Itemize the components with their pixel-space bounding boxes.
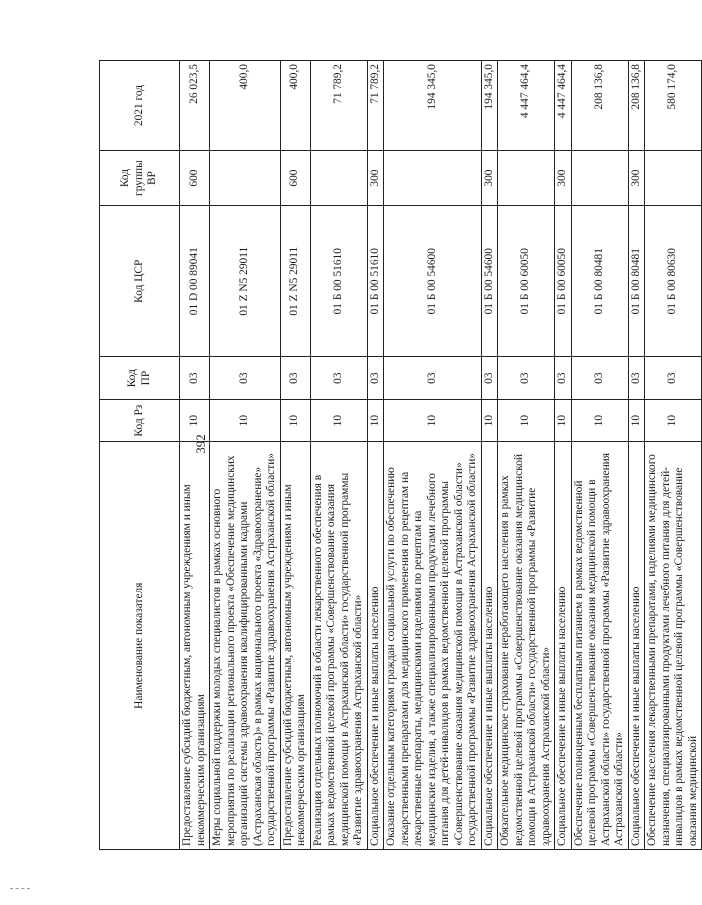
row-amount: 71 789,2 bbox=[310, 61, 367, 151]
row-rz: 10 bbox=[210, 399, 281, 442]
row-csr: 01 Б 00 51610 bbox=[367, 206, 384, 357]
row-rz: 10 bbox=[628, 399, 645, 442]
header-csr: Код ЦСР bbox=[100, 206, 180, 357]
row-name: Обеспечение полноценным бесплатным питанием в рамках ведомственной целевой программы «Совершенствование оказания медицинской помощи в Астраханской области» государственной программы «Развитие здравоохранения Астраханской области» bbox=[571, 442, 628, 850]
table-row bbox=[645, 61, 702, 850]
scan-mark bbox=[10, 888, 30, 889]
row-pr: 03 bbox=[210, 357, 281, 400]
budget-table bbox=[99, 60, 702, 850]
row-rz: 10 bbox=[180, 399, 210, 442]
table-row bbox=[180, 61, 210, 850]
row-name: Реализация отдельных полномочий в области лекарственного обеспечения в рамках ведомственной целевой программы «Совершенствование оказания медицинской помощи в Астраханской области» государственной программы «Развитие здравоохранения Астраханской области» bbox=[310, 442, 367, 850]
row-name: Предоставление субсидий бюджетным, автономным учреждениям и иным некоммерческим организациям bbox=[180, 442, 210, 850]
row-pr: 03 bbox=[180, 357, 210, 400]
table-row bbox=[481, 61, 498, 850]
row-name: Социальное обеспечение и иные выплаты населению bbox=[481, 442, 498, 850]
row-vr: 300 bbox=[628, 151, 645, 206]
row-vr: 600 bbox=[180, 151, 210, 206]
header-pr: Код ПР bbox=[100, 357, 180, 400]
row-rz: 10 bbox=[367, 399, 384, 442]
row-name: Социальное обеспечение и иные выплаты населению bbox=[367, 442, 384, 850]
row-pr: 03 bbox=[280, 357, 310, 400]
row-rz: 10 bbox=[280, 399, 310, 442]
rotated-table-container bbox=[99, 60, 699, 850]
row-rz: 10 bbox=[498, 399, 555, 442]
row-rz: 10 bbox=[555, 399, 572, 442]
table-row bbox=[555, 61, 572, 850]
table-row bbox=[571, 61, 628, 850]
row-csr: 01 Б 00 80630 bbox=[645, 206, 702, 357]
header-amount: 2021 год bbox=[100, 61, 180, 151]
row-amount: 4 447 464,4 bbox=[498, 61, 555, 151]
row-csr: 01 Б 00 60050 bbox=[498, 206, 555, 357]
row-pr: 03 bbox=[571, 357, 628, 400]
table-row bbox=[310, 61, 367, 850]
row-csr: 01 Z N5 29011 bbox=[210, 206, 281, 357]
row-rz: 10 bbox=[645, 399, 702, 442]
row-name: Предоставление субсидий бюджетным, автономным учреждениям и иным некоммерческим организациям bbox=[280, 442, 310, 850]
row-amount: 71 789,2 bbox=[367, 61, 384, 151]
row-name: Оказание отдельным категориям граждан социальной услуги по обеспечению лекарственными препаратами для медицинского применения по рецептам на лекарственные препараты, медицинскими изделиями по рецептам на медицинские изделия, а также специализированными продуктами лечебного питания для детей-инвалидов в рамках ведомственной целевой программы «Совершенствование оказания медицинской помощи в Астраханской области» государственной программы «Развитие здравоохранения Астраханской области» bbox=[384, 442, 482, 850]
row-csr: 01 Б 00 51610 bbox=[310, 206, 367, 357]
page-number: 392 bbox=[193, 434, 208, 454]
row-rz: 10 bbox=[310, 399, 367, 442]
row-vr: 600 bbox=[280, 151, 310, 206]
row-vr bbox=[310, 151, 367, 206]
row-rz: 10 bbox=[384, 399, 482, 442]
row-pr: 03 bbox=[367, 357, 384, 400]
row-pr: 03 bbox=[555, 357, 572, 400]
row-name: Социальное обеспечение и иные выплаты населению bbox=[555, 442, 572, 850]
row-csr: 01 Б 00 54600 bbox=[384, 206, 482, 357]
row-name: Обязательное медицинское страхование неработающего населения в рамках ведомственной целевой программы «Совершенствование оказания медицинской помощи в Астраханской области» государственной программы «Развитие здравоохранения Астраханской области» bbox=[498, 442, 555, 850]
row-rz: 10 bbox=[481, 399, 498, 442]
row-vr: 300 bbox=[367, 151, 384, 206]
row-pr: 03 bbox=[498, 357, 555, 400]
row-csr: 01 Б 00 80481 bbox=[571, 206, 628, 357]
row-csr: 01 Б 00 60050 bbox=[555, 206, 572, 357]
row-vr bbox=[571, 151, 628, 206]
table-row bbox=[384, 61, 482, 850]
row-vr bbox=[645, 151, 702, 206]
row-amount: 4 447 464,4 bbox=[555, 61, 572, 151]
row-amount: 208 136,8 bbox=[628, 61, 645, 151]
header-vr: Код группы ВР bbox=[100, 151, 180, 206]
row-pr: 03 bbox=[628, 357, 645, 400]
row-csr: 01 Б 00 80481 bbox=[628, 206, 645, 357]
row-amount: 194 345,0 bbox=[481, 61, 498, 151]
row-amount: 400,0 bbox=[210, 61, 281, 151]
table-header-row bbox=[100, 61, 180, 850]
row-vr bbox=[384, 151, 482, 206]
row-amount: 208 136,8 bbox=[571, 61, 628, 151]
table-row bbox=[280, 61, 310, 850]
header-rz: Код Рз bbox=[100, 399, 180, 442]
row-csr: 01 Z N5 29011 bbox=[280, 206, 310, 357]
table-row bbox=[367, 61, 384, 850]
row-name: Обеспечение населения лекарственными препаратами, изделиями медицинского назначения, специализированными продуктами лечебного питания для детей-инвалидов в рамках ведомственной целевой программы «Совершенствование оказания медицинской bbox=[645, 442, 702, 850]
row-pr: 03 bbox=[310, 357, 367, 400]
row-name: Меры социальной поддержки молодых специалистов в рамках основного мероприятия по реализации регионального проекта «Обеспечение медицинских организаций системы здравоохранения квалифицированными кадрами (Астраханская область)» в рамках национального проекта «Здравоохранение» государственной программы «Развитие здравоохранения Астраханской области» bbox=[210, 442, 281, 850]
row-amount: 194 345,0 bbox=[384, 61, 482, 151]
row-amount: 400,0 bbox=[280, 61, 310, 151]
header-name: Наименование показателя bbox=[100, 442, 180, 850]
row-vr: 300 bbox=[555, 151, 572, 206]
table-row bbox=[628, 61, 645, 850]
row-rz: 10 bbox=[571, 399, 628, 442]
row-csr: 01 Б 00 54600 bbox=[481, 206, 498, 357]
row-pr: 03 bbox=[384, 357, 482, 400]
table-row bbox=[210, 61, 281, 850]
row-vr bbox=[498, 151, 555, 206]
table-row bbox=[498, 61, 555, 850]
row-name: Социальное обеспечение и иные выплаты населению bbox=[628, 442, 645, 850]
row-vr: 300 bbox=[481, 151, 498, 206]
row-vr bbox=[210, 151, 281, 206]
row-pr: 03 bbox=[481, 357, 498, 400]
row-pr: 03 bbox=[645, 357, 702, 400]
row-amount: 26 023,5 bbox=[180, 61, 210, 151]
row-amount: 580 174,0 bbox=[645, 61, 702, 151]
row-csr: 01 D 00 89041 bbox=[180, 206, 210, 357]
